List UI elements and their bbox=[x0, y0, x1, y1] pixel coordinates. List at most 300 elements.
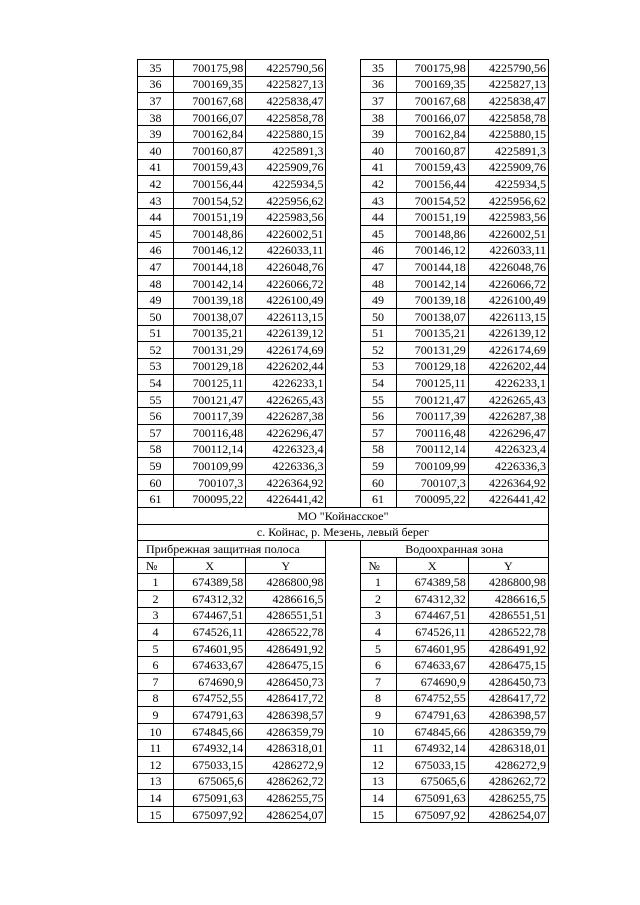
left-x-coordinate: 700169,35 bbox=[174, 76, 246, 93]
right-point-number: 59 bbox=[360, 458, 396, 475]
right-y-coordinate: 4286398,57 bbox=[468, 707, 548, 724]
right-x-coordinate: 700166,07 bbox=[396, 109, 468, 126]
right-x-coordinate: 674932,14 bbox=[396, 740, 468, 757]
table-row bbox=[138, 292, 549, 309]
right-y-coordinate: 4286254,07 bbox=[468, 806, 548, 823]
table-row bbox=[138, 176, 549, 193]
left-x-coordinate: 700117,39 bbox=[174, 408, 246, 425]
gap-cell bbox=[326, 408, 360, 425]
left-x-coordinate: 674690,9 bbox=[174, 673, 246, 690]
right-point-number: 39 bbox=[360, 126, 396, 143]
right-point-number: 58 bbox=[360, 441, 396, 458]
right-x-coordinate: 675097,92 bbox=[396, 806, 468, 823]
left-point-number: 47 bbox=[138, 259, 174, 276]
right-point-number: 57 bbox=[360, 425, 396, 442]
left-x-coordinate: 674633,67 bbox=[174, 657, 246, 674]
right-y-coordinate: 4286800,98 bbox=[468, 574, 548, 591]
gap-cell bbox=[326, 756, 360, 773]
left-x-coordinate: 674467,51 bbox=[174, 607, 246, 624]
right-x-coordinate: 700116,48 bbox=[396, 425, 468, 442]
right-y-coordinate: 4226202,44 bbox=[468, 358, 548, 375]
table-row bbox=[138, 474, 549, 491]
right-point-number: 49 bbox=[360, 292, 396, 309]
gap-cell bbox=[326, 60, 360, 77]
col-header-y: Y bbox=[468, 557, 548, 574]
gap-cell bbox=[326, 209, 360, 226]
right-point-number: 54 bbox=[360, 375, 396, 392]
right-x-coordinate: 700095,22 bbox=[396, 491, 468, 508]
gap-cell bbox=[326, 591, 360, 608]
right-y-coordinate: 4225827,13 bbox=[468, 76, 548, 93]
right-y-coordinate: 4286491,92 bbox=[468, 640, 548, 657]
right-point-number: 47 bbox=[360, 259, 396, 276]
right-point-number: 5 bbox=[360, 640, 396, 657]
left-point-number: 59 bbox=[138, 458, 174, 475]
right-y-coordinate: 4286475,15 bbox=[468, 657, 548, 674]
right-x-coordinate: 700142,14 bbox=[396, 275, 468, 292]
table-row bbox=[138, 408, 549, 425]
right-point-number: 35 bbox=[360, 60, 396, 77]
right-point-number: 38 bbox=[360, 109, 396, 126]
left-x-coordinate: 674601,95 bbox=[174, 640, 246, 657]
right-point-number: 41 bbox=[360, 159, 396, 176]
left-point-number: 3 bbox=[138, 607, 174, 624]
left-point-number: 44 bbox=[138, 209, 174, 226]
document-page bbox=[137, 59, 549, 823]
table-row bbox=[138, 209, 549, 226]
gap-cell bbox=[326, 342, 360, 359]
left-point-number: 53 bbox=[138, 358, 174, 375]
left-point-number: 45 bbox=[138, 225, 174, 242]
right-y-coordinate: 4226002,51 bbox=[468, 225, 548, 242]
right-point-number: 52 bbox=[360, 342, 396, 359]
left-y-coordinate: 4286318,01 bbox=[246, 740, 326, 757]
right-point-number: 56 bbox=[360, 408, 396, 425]
gap-cell bbox=[326, 673, 360, 690]
right-y-coordinate: 4225891,3 bbox=[468, 142, 548, 159]
left-x-coordinate: 700151,19 bbox=[174, 209, 246, 226]
left-x-coordinate: 700125,11 bbox=[174, 375, 246, 392]
left-x-coordinate: 700154,52 bbox=[174, 192, 246, 209]
left-y-coordinate: 4286800,98 bbox=[246, 574, 326, 591]
right-y-coordinate: 4286318,01 bbox=[468, 740, 548, 757]
left-y-coordinate: 4286491,92 bbox=[246, 640, 326, 657]
left-y-coordinate: 4226441,42 bbox=[246, 491, 326, 508]
left-y-coordinate: 4226100,49 bbox=[246, 292, 326, 309]
gap-cell bbox=[326, 640, 360, 657]
table-row bbox=[138, 806, 549, 823]
col-header-x: X bbox=[174, 557, 246, 574]
left-y-coordinate: 4226048,76 bbox=[246, 259, 326, 276]
table-row bbox=[138, 192, 549, 209]
left-point-number: 6 bbox=[138, 657, 174, 674]
right-point-number: 3 bbox=[360, 607, 396, 624]
right-point-number: 2 bbox=[360, 591, 396, 608]
gap-cell bbox=[326, 723, 360, 740]
gap-cell bbox=[326, 292, 360, 309]
right-x-coordinate: 675065,6 bbox=[396, 773, 468, 790]
right-point-number: 61 bbox=[360, 491, 396, 508]
right-point-number: 42 bbox=[360, 176, 396, 193]
left-x-coordinate: 674312,32 bbox=[174, 591, 246, 608]
left-y-coordinate: 4225827,13 bbox=[246, 76, 326, 93]
left-point-number: 2 bbox=[138, 591, 174, 608]
table-row bbox=[138, 441, 549, 458]
right-y-coordinate: 4226441,42 bbox=[468, 491, 548, 508]
gap-cell bbox=[326, 375, 360, 392]
left-y-coordinate: 4226113,15 bbox=[246, 308, 326, 325]
table-row bbox=[138, 126, 549, 143]
left-x-coordinate: 700135,21 bbox=[174, 325, 246, 342]
left-point-number: 55 bbox=[138, 391, 174, 408]
right-y-coordinate: 4226287,38 bbox=[468, 408, 548, 425]
right-y-coordinate: 4226296,47 bbox=[468, 425, 548, 442]
gap-cell bbox=[326, 474, 360, 491]
right-point-number: 1 bbox=[360, 574, 396, 591]
left-y-coordinate: 4226296,47 bbox=[246, 425, 326, 442]
right-x-coordinate: 700154,52 bbox=[396, 192, 468, 209]
right-y-coordinate: 4225983,56 bbox=[468, 209, 548, 226]
right-point-number: 46 bbox=[360, 242, 396, 259]
table-row bbox=[138, 342, 549, 359]
gap-cell bbox=[326, 93, 360, 110]
left-y-coordinate: 4286272,9 bbox=[246, 756, 326, 773]
right-x-coordinate: 700117,39 bbox=[396, 408, 468, 425]
left-point-number: 49 bbox=[138, 292, 174, 309]
right-x-coordinate: 700144,18 bbox=[396, 259, 468, 276]
right-y-coordinate: 4226139,12 bbox=[468, 325, 548, 342]
right-y-coordinate: 4225909,76 bbox=[468, 159, 548, 176]
right-y-coordinate: 4286522,78 bbox=[468, 624, 548, 641]
left-x-coordinate: 700112,14 bbox=[174, 441, 246, 458]
right-point-number: 40 bbox=[360, 142, 396, 159]
right-y-coordinate: 4226048,76 bbox=[468, 259, 548, 276]
left-x-coordinate: 700138,07 bbox=[174, 308, 246, 325]
left-x-coordinate: 700129,18 bbox=[174, 358, 246, 375]
left-point-number: 42 bbox=[138, 176, 174, 193]
left-point-number: 51 bbox=[138, 325, 174, 342]
left-point-number: 10 bbox=[138, 723, 174, 740]
table-row bbox=[138, 375, 549, 392]
table-row bbox=[138, 76, 549, 93]
gap-cell bbox=[326, 242, 360, 259]
gap-cell bbox=[326, 806, 360, 823]
right-point-number: 45 bbox=[360, 225, 396, 242]
table-row bbox=[138, 425, 549, 442]
right-x-coordinate: 700148,86 bbox=[396, 225, 468, 242]
left-y-coordinate: 4226323,4 bbox=[246, 441, 326, 458]
right-point-number: 10 bbox=[360, 723, 396, 740]
coordinates-lower-body bbox=[138, 574, 549, 823]
coordinates-upper-body bbox=[138, 60, 549, 508]
left-x-coordinate: 700107,3 bbox=[174, 474, 246, 491]
right-x-coordinate: 700139,18 bbox=[396, 292, 468, 309]
left-x-coordinate: 700167,68 bbox=[174, 93, 246, 110]
gap-cell bbox=[326, 690, 360, 707]
right-y-coordinate: 4226174,69 bbox=[468, 342, 548, 359]
right-y-coordinate: 4225790,56 bbox=[468, 60, 548, 77]
left-point-number: 36 bbox=[138, 76, 174, 93]
gap-cell bbox=[326, 159, 360, 176]
right-x-coordinate: 700121,47 bbox=[396, 391, 468, 408]
right-x-coordinate: 700129,18 bbox=[396, 358, 468, 375]
left-y-coordinate: 4226265,43 bbox=[246, 391, 326, 408]
right-y-coordinate: 4286551,51 bbox=[468, 607, 548, 624]
right-y-coordinate: 4226265,43 bbox=[468, 391, 548, 408]
right-y-coordinate: 4226233,1 bbox=[468, 375, 548, 392]
right-x-coordinate: 700159,43 bbox=[396, 159, 468, 176]
location-heading: с. Койнас, р. Мезень, левый берег bbox=[138, 524, 549, 541]
left-y-coordinate: 4286262,72 bbox=[246, 773, 326, 790]
gap-cell bbox=[326, 624, 360, 641]
table-row bbox=[138, 657, 549, 674]
right-x-coordinate: 674752,55 bbox=[396, 690, 468, 707]
right-y-coordinate: 4225838,47 bbox=[468, 93, 548, 110]
col-header-no: № bbox=[360, 557, 396, 574]
gap-cell bbox=[326, 259, 360, 276]
right-y-coordinate: 4226113,15 bbox=[468, 308, 548, 325]
left-x-coordinate: 700116,48 bbox=[174, 425, 246, 442]
left-y-coordinate: 4286450,73 bbox=[246, 673, 326, 690]
right-x-coordinate: 700109,99 bbox=[396, 458, 468, 475]
left-y-coordinate: 4226202,44 bbox=[246, 358, 326, 375]
left-subtable-title: Прибрежная защитная полоса bbox=[138, 541, 326, 558]
table-row bbox=[138, 756, 549, 773]
left-point-number: 48 bbox=[138, 275, 174, 292]
left-x-coordinate: 700159,43 bbox=[174, 159, 246, 176]
gap-cell bbox=[326, 491, 360, 508]
gap-cell bbox=[326, 458, 360, 475]
right-point-number: 4 bbox=[360, 624, 396, 641]
gap-cell bbox=[326, 740, 360, 757]
left-point-number: 39 bbox=[138, 126, 174, 143]
col-header-x: X bbox=[396, 557, 468, 574]
municipality-heading: МО "Койнасское" bbox=[138, 508, 549, 525]
table-row bbox=[138, 391, 549, 408]
left-point-number: 35 bbox=[138, 60, 174, 77]
left-x-coordinate: 700156,44 bbox=[174, 176, 246, 193]
left-y-coordinate: 4226336,3 bbox=[246, 458, 326, 475]
left-point-number: 52 bbox=[138, 342, 174, 359]
right-y-coordinate: 4286616,5 bbox=[468, 591, 548, 608]
right-point-number: 50 bbox=[360, 308, 396, 325]
left-x-coordinate: 674526,11 bbox=[174, 624, 246, 641]
right-y-coordinate: 4226066,72 bbox=[468, 275, 548, 292]
left-y-coordinate: 4226002,51 bbox=[246, 225, 326, 242]
right-y-coordinate: 4226100,49 bbox=[468, 292, 548, 309]
right-y-coordinate: 4286450,73 bbox=[468, 673, 548, 690]
right-x-coordinate: 700112,14 bbox=[396, 441, 468, 458]
right-y-coordinate: 4225956,62 bbox=[468, 192, 548, 209]
gap-cell bbox=[326, 275, 360, 292]
left-x-coordinate: 675033,15 bbox=[174, 756, 246, 773]
right-x-coordinate: 700107,3 bbox=[396, 474, 468, 491]
table-row bbox=[138, 242, 549, 259]
table-row bbox=[138, 723, 549, 740]
right-point-number: 8 bbox=[360, 690, 396, 707]
left-y-coordinate: 4286398,57 bbox=[246, 707, 326, 724]
gap-cell bbox=[326, 773, 360, 790]
table-row bbox=[138, 591, 549, 608]
left-point-number: 41 bbox=[138, 159, 174, 176]
right-x-coordinate: 700162,84 bbox=[396, 126, 468, 143]
table-row bbox=[138, 673, 549, 690]
right-y-coordinate: 4226336,3 bbox=[468, 458, 548, 475]
left-x-coordinate: 675091,63 bbox=[174, 790, 246, 807]
right-point-number: 55 bbox=[360, 391, 396, 408]
right-point-number: 15 bbox=[360, 806, 396, 823]
table-row bbox=[138, 142, 549, 159]
left-y-coordinate: 4286359,79 bbox=[246, 723, 326, 740]
left-y-coordinate: 4225983,56 bbox=[246, 209, 326, 226]
left-y-coordinate: 4286255,75 bbox=[246, 790, 326, 807]
left-y-coordinate: 4286417,72 bbox=[246, 690, 326, 707]
left-y-coordinate: 4225956,62 bbox=[246, 192, 326, 209]
left-x-coordinate: 700139,18 bbox=[174, 292, 246, 309]
left-point-number: 38 bbox=[138, 109, 174, 126]
right-subtable-title: Водоохранная зона bbox=[360, 541, 548, 558]
gap-cell bbox=[326, 707, 360, 724]
col-header-no: № bbox=[138, 557, 174, 574]
left-y-coordinate: 4225909,76 bbox=[246, 159, 326, 176]
right-y-coordinate: 4226323,4 bbox=[468, 441, 548, 458]
table-row bbox=[138, 259, 549, 276]
table-row bbox=[138, 574, 549, 591]
left-x-coordinate: 674389,58 bbox=[174, 574, 246, 591]
left-y-coordinate: 4226066,72 bbox=[246, 275, 326, 292]
gap-cell bbox=[326, 225, 360, 242]
right-x-coordinate: 700169,35 bbox=[396, 76, 468, 93]
left-point-number: 56 bbox=[138, 408, 174, 425]
left-point-number: 40 bbox=[138, 142, 174, 159]
left-point-number: 8 bbox=[138, 690, 174, 707]
left-point-number: 11 bbox=[138, 740, 174, 757]
right-point-number: 48 bbox=[360, 275, 396, 292]
left-point-number: 58 bbox=[138, 441, 174, 458]
left-x-coordinate: 700121,47 bbox=[174, 391, 246, 408]
gap-cell bbox=[326, 308, 360, 325]
left-point-number: 14 bbox=[138, 790, 174, 807]
left-point-number: 12 bbox=[138, 756, 174, 773]
table-row bbox=[138, 225, 549, 242]
right-point-number: 36 bbox=[360, 76, 396, 93]
right-y-coordinate: 4225934,5 bbox=[468, 176, 548, 193]
left-y-coordinate: 4226364,92 bbox=[246, 474, 326, 491]
table-row bbox=[138, 491, 549, 508]
table-row bbox=[138, 60, 549, 77]
gap-cell bbox=[326, 176, 360, 193]
table-row bbox=[138, 624, 549, 641]
left-point-number: 9 bbox=[138, 707, 174, 724]
right-x-coordinate: 674389,58 bbox=[396, 574, 468, 591]
left-x-coordinate: 700095,22 bbox=[174, 491, 246, 508]
left-y-coordinate: 4286475,15 bbox=[246, 657, 326, 674]
left-x-coordinate: 675097,92 bbox=[174, 806, 246, 823]
table-row bbox=[138, 773, 549, 790]
left-x-coordinate: 700144,18 bbox=[174, 259, 246, 276]
right-x-coordinate: 675091,63 bbox=[396, 790, 468, 807]
gap-cell bbox=[326, 607, 360, 624]
right-y-coordinate: 4286262,72 bbox=[468, 773, 548, 790]
table-row bbox=[138, 740, 549, 757]
gap-cell bbox=[326, 441, 360, 458]
right-y-coordinate: 4225880,15 bbox=[468, 126, 548, 143]
left-y-coordinate: 4226139,12 bbox=[246, 325, 326, 342]
left-point-number: 15 bbox=[138, 806, 174, 823]
left-x-coordinate: 700109,99 bbox=[174, 458, 246, 475]
left-x-coordinate: 674845,66 bbox=[174, 723, 246, 740]
left-point-number: 1 bbox=[138, 574, 174, 591]
right-point-number: 6 bbox=[360, 657, 396, 674]
left-point-number: 46 bbox=[138, 242, 174, 259]
right-point-number: 13 bbox=[360, 773, 396, 790]
table-row bbox=[138, 93, 549, 110]
right-x-coordinate: 700151,19 bbox=[396, 209, 468, 226]
left-y-coordinate: 4286254,07 bbox=[246, 806, 326, 823]
gap-cell bbox=[326, 358, 360, 375]
gap-cell bbox=[326, 126, 360, 143]
left-y-coordinate: 4226174,69 bbox=[246, 342, 326, 359]
table-row bbox=[138, 275, 549, 292]
right-point-number: 14 bbox=[360, 790, 396, 807]
left-x-coordinate: 700142,14 bbox=[174, 275, 246, 292]
left-x-coordinate: 700166,07 bbox=[174, 109, 246, 126]
right-point-number: 53 bbox=[360, 358, 396, 375]
table-row bbox=[138, 790, 549, 807]
left-x-coordinate: 700160,87 bbox=[174, 142, 246, 159]
left-point-number: 61 bbox=[138, 491, 174, 508]
left-y-coordinate: 4226033,11 bbox=[246, 242, 326, 259]
left-x-coordinate: 674752,55 bbox=[174, 690, 246, 707]
table-row bbox=[138, 159, 549, 176]
table-row bbox=[138, 458, 549, 475]
right-y-coordinate: 4286272,9 bbox=[468, 756, 548, 773]
right-y-coordinate: 4225858,78 bbox=[468, 109, 548, 126]
gap-cell bbox=[326, 557, 360, 574]
right-y-coordinate: 4226364,92 bbox=[468, 474, 548, 491]
table-row bbox=[138, 607, 549, 624]
col-header-y: Y bbox=[246, 557, 326, 574]
left-x-coordinate: 675065,6 bbox=[174, 773, 246, 790]
left-y-coordinate: 4225880,15 bbox=[246, 126, 326, 143]
left-point-number: 5 bbox=[138, 640, 174, 657]
left-x-coordinate: 700131,29 bbox=[174, 342, 246, 359]
left-x-coordinate: 700148,86 bbox=[174, 225, 246, 242]
right-x-coordinate: 674601,95 bbox=[396, 640, 468, 657]
right-y-coordinate: 4286359,79 bbox=[468, 723, 548, 740]
gap-cell bbox=[326, 790, 360, 807]
gap-cell bbox=[326, 76, 360, 93]
left-y-coordinate: 4286616,5 bbox=[246, 591, 326, 608]
right-x-coordinate: 674312,32 bbox=[396, 591, 468, 608]
gap-cell bbox=[326, 425, 360, 442]
left-point-number: 50 bbox=[138, 308, 174, 325]
right-x-coordinate: 700160,87 bbox=[396, 142, 468, 159]
table-row bbox=[138, 358, 549, 375]
right-x-coordinate: 700167,68 bbox=[396, 93, 468, 110]
right-point-number: 9 bbox=[360, 707, 396, 724]
right-y-coordinate: 4226033,11 bbox=[468, 242, 548, 259]
right-point-number: 44 bbox=[360, 209, 396, 226]
right-point-number: 37 bbox=[360, 93, 396, 110]
left-point-number: 57 bbox=[138, 425, 174, 442]
left-x-coordinate: 674791,63 bbox=[174, 707, 246, 724]
left-x-coordinate: 700175,98 bbox=[174, 60, 246, 77]
left-y-coordinate: 4225790,56 bbox=[246, 60, 326, 77]
right-x-coordinate: 700131,29 bbox=[396, 342, 468, 359]
left-x-coordinate: 700146,12 bbox=[174, 242, 246, 259]
gap-cell bbox=[326, 391, 360, 408]
